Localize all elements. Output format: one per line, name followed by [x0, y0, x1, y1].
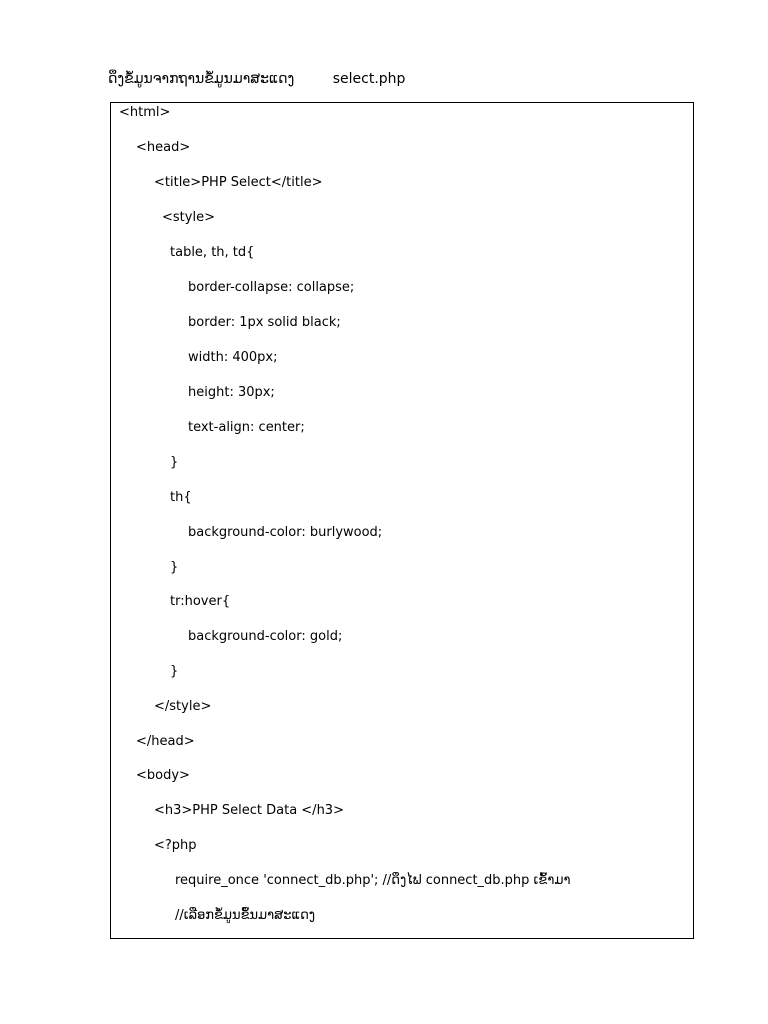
header-title: ດຶງຂໍ້ມູນຈາກຖານຂໍ້ມູນມາສະແດງ	[108, 71, 295, 87]
code-line: background-color: gold;	[188, 629, 343, 644]
code-line: }	[170, 560, 179, 575]
code-line: height: 30px;	[188, 385, 275, 400]
code-line: background-color: burlywood;	[188, 525, 383, 540]
code-line: <head>	[136, 140, 191, 155]
code-line: }	[170, 664, 179, 679]
code-line: tr:hover{	[170, 594, 231, 609]
code-line: <style>	[162, 210, 215, 225]
code-line: width: 400px;	[188, 350, 278, 365]
code-line: </head>	[136, 734, 195, 749]
code-line: th{	[170, 490, 192, 505]
code-line: border: 1px solid black;	[188, 315, 341, 330]
code-line: <body>	[136, 768, 190, 783]
code-line: <title>PHP Select</title>	[154, 175, 323, 190]
code-line: border-collapse: collapse;	[188, 280, 355, 295]
code-line: <?php	[154, 838, 197, 853]
code-line: <h3>PHP Select Data </h3>	[154, 803, 344, 818]
code-line: require_once 'connect_db.php'; //ດຶງໄຟ connect_db.php ເຂົ້າມາ	[175, 873, 571, 888]
code-line: </style>	[154, 699, 212, 714]
code-line: text-align: center;	[188, 420, 305, 435]
code-line: //ເລືອກຂໍ້ມູນຂຶ້ນມາສະແດງ	[175, 908, 316, 923]
code-line: table, th, td{	[170, 245, 255, 260]
header-filename: select.php	[332, 71, 406, 87]
code-line: }	[170, 455, 179, 470]
code-line: <html>	[119, 105, 171, 120]
document-header	[108, 68, 405, 90]
code-box	[110, 102, 694, 939]
